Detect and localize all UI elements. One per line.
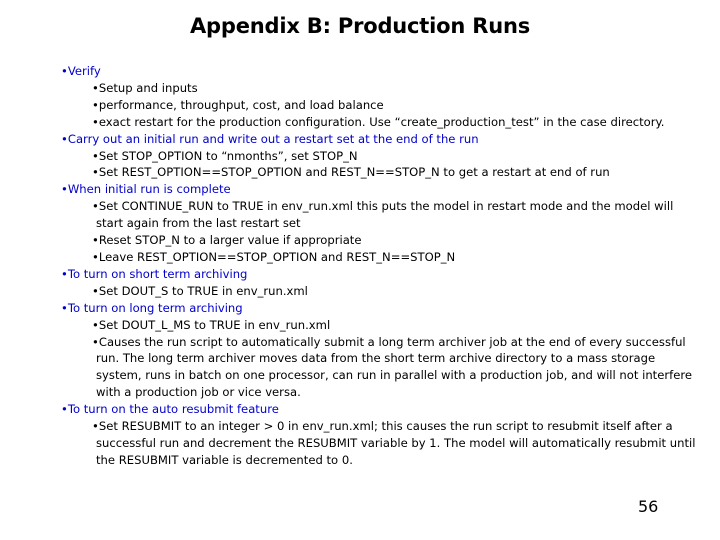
bullet-icon: • <box>61 64 68 78</box>
list-item <box>61 418 701 469</box>
list-item <box>61 334 701 402</box>
bullet-icon: • <box>92 199 99 214</box>
list-item <box>61 114 701 131</box>
section-heading-text: When initial run is complete <box>67 182 231 197</box>
bullet-icon: • <box>92 165 99 180</box>
slide-body <box>61 63 701 469</box>
list-item-text: Set RESUBMIT to an integer > 0 in env_run.xml; this causes the run script to resubmit itself after a successful run and decrement the RESUBMIT variable by 1. The model will automatically resubmit until the RESUBMIT variable is decremented to 0. <box>96 419 696 467</box>
section-heading-text: Carry out an initial run and write out a restart set at the end of the run <box>67 131 479 146</box>
list-item <box>61 164 701 181</box>
list-item <box>61 148 701 165</box>
list-item <box>61 80 701 97</box>
page-number: 56 <box>638 497 659 516</box>
list-item-text: Leave REST_OPTION==STOP_OPTION and REST_N==STOP_N <box>98 249 456 264</box>
bullet-icon: • <box>61 266 68 281</box>
section-heading <box>61 181 701 198</box>
list-item-text: performance, throughput, cost, and load balance <box>98 97 384 112</box>
bullet-icon: • <box>92 419 99 434</box>
bullet-icon: • <box>61 131 68 146</box>
bullet-icon: • <box>92 249 99 264</box>
list-item-text: Set STOP_OPTION to “nmonths”, set STOP_N <box>98 148 358 163</box>
list-item-text: Causes the run script to automatically submit a long term archiver job at the end of every successful run. The long term archiver moves data from the short term archive directory to a mass storage system, runs in batch on one processor, can run in parallel with a production job, and will not interfere with a production job or vice versa. <box>96 334 692 400</box>
section-heading-text: To turn on short term archiving <box>67 266 248 281</box>
section-heading <box>61 266 701 283</box>
bullet-icon: • <box>61 300 68 315</box>
section-heading-text: To turn on long term archiving <box>67 300 243 315</box>
bullet-icon: • <box>92 283 99 298</box>
bullet-icon: • <box>92 97 99 112</box>
bullet-icon: • <box>92 148 99 163</box>
list-item-text: Set CONTINUE_RUN to TRUE in env_run.xml this puts the model in restart mode and the model will start again from the last restart set <box>96 199 674 231</box>
section-heading <box>61 300 701 317</box>
list-item <box>61 97 701 114</box>
section-heading-text: To turn on the auto resubmit feature <box>67 402 279 417</box>
list-item <box>61 232 701 249</box>
section-heading-text: Verify <box>67 64 101 78</box>
slide-title: Appendix B: Production Runs <box>189 14 530 38</box>
section-heading <box>61 401 701 418</box>
list-item-text: Reset STOP_N to a larger value if appropriate <box>98 233 362 248</box>
bullet-icon: • <box>61 402 68 417</box>
list-item-text: exact restart for the production configuration. Use “create_production_test” in the case directory. <box>98 114 665 129</box>
section-heading <box>61 131 701 148</box>
bullet-icon: • <box>92 80 99 95</box>
bullet-icon: • <box>92 233 99 248</box>
list-item-text: Setup and inputs <box>98 80 198 95</box>
bullet-icon: • <box>92 317 99 332</box>
list-item-text: Set REST_OPTION==STOP_OPTION and REST_N==STOP_N to get a restart at end of run <box>98 165 610 180</box>
list-item-text: Set DOUT_L_MS to TRUE in env_run.xml <box>98 317 331 332</box>
list-item <box>61 283 701 300</box>
list-item-text: Set DOUT_S to TRUE in env_run.xml <box>98 283 308 298</box>
list-item <box>61 198 701 232</box>
bullet-icon: • <box>61 182 68 197</box>
bullet-icon: • <box>92 114 99 129</box>
list-item <box>61 249 701 266</box>
section-heading <box>61 63 701 80</box>
bullet-icon: • <box>92 334 99 349</box>
list-item <box>61 317 701 334</box>
